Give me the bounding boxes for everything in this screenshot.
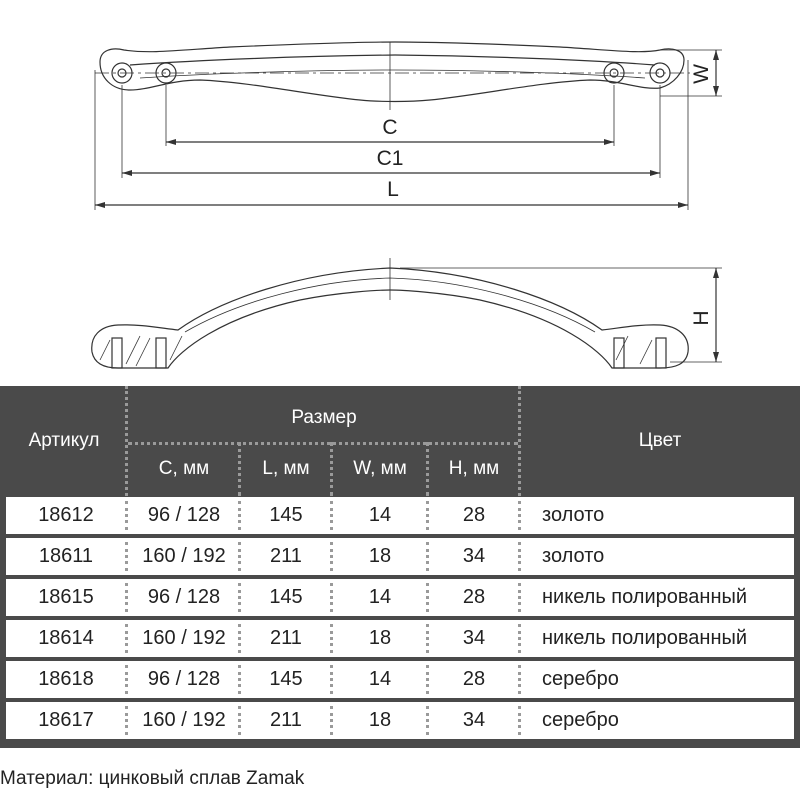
side-view-hatch [100,336,652,366]
header-divider [128,442,518,445]
dim-c-label: C [382,116,398,139]
header-color: Цвет [638,430,682,451]
cell-h: 34 [462,627,486,649]
cell-h: 34 [462,709,486,731]
header-divider [518,386,521,496]
cell-article: 18615 [38,586,94,608]
cell-h: 28 [462,504,486,526]
cell-l: 211 [270,627,302,649]
stud-right-inner [614,338,624,368]
header-divider [125,386,128,496]
dim-l-label: L [387,178,399,201]
cell-article: 18614 [38,627,94,649]
top-view-outline [100,42,684,102]
cell-w: 18 [368,627,392,649]
dim-h-label: H [690,310,713,326]
table-row [6,579,794,616]
top-view-inner-line-2 [140,70,645,78]
side-view [92,258,722,368]
cell-w: 14 [368,504,392,526]
cell-color: золото [542,504,605,526]
cell-color: никель полированный [542,586,748,608]
header-l: L, мм [262,458,310,479]
stud-left-inner [156,338,166,368]
header-divider [426,442,429,496]
cell-article: 18612 [38,504,94,526]
table-row [6,538,794,575]
cell-c: 160 / 192 [142,545,226,567]
cell-c: 96 / 128 [147,504,221,526]
cell-l: 145 [269,668,303,690]
table-row [6,497,794,534]
table-row [6,620,794,657]
cell-l: 211 [270,545,302,567]
handle-technical-drawing [0,0,800,385]
header-article: Артикул [28,430,100,451]
header-h: H, мм [448,458,500,479]
cell-color: золото [542,545,605,567]
cell-color: серебро [542,668,619,690]
cell-c: 96 / 128 [147,586,221,608]
cell-h: 28 [462,586,486,608]
cell-c: 160 / 192 [142,709,226,731]
material-note: Материал: цинковый сплав Zamak [0,768,305,789]
cell-article: 18617 [38,709,94,731]
top-view [95,42,722,210]
cell-w: 18 [368,545,392,567]
dim-w-label: W [690,64,713,84]
cell-c: 96 / 128 [147,668,221,690]
cell-w: 14 [368,586,392,608]
cell-l: 145 [269,504,303,526]
cell-h: 34 [462,545,486,567]
header-divider [238,442,241,496]
spec-table [0,386,800,748]
stud-left-outer [112,338,122,368]
cell-h: 28 [462,668,486,690]
cell-c: 160 / 192 [142,627,226,649]
header-size-group: Размер [291,407,357,428]
cell-w: 18 [368,709,392,731]
top-view-inner-line [130,55,655,65]
cell-article: 18618 [38,668,94,690]
table-row [6,702,794,739]
header-c: C, мм [158,458,210,479]
header-w: W, мм [353,458,407,479]
table-row [6,661,794,698]
cell-article: 18611 [38,545,94,567]
cell-color: серебро [542,709,619,731]
cell-w: 14 [368,668,392,690]
header-divider [330,442,333,496]
cell-color: никель полированный [542,627,748,649]
cell-l: 145 [269,586,303,608]
stud-right-outer [656,338,666,368]
dim-c1-label: C1 [376,147,404,170]
cell-l: 211 [270,709,302,731]
top-view-arrows [95,50,719,208]
